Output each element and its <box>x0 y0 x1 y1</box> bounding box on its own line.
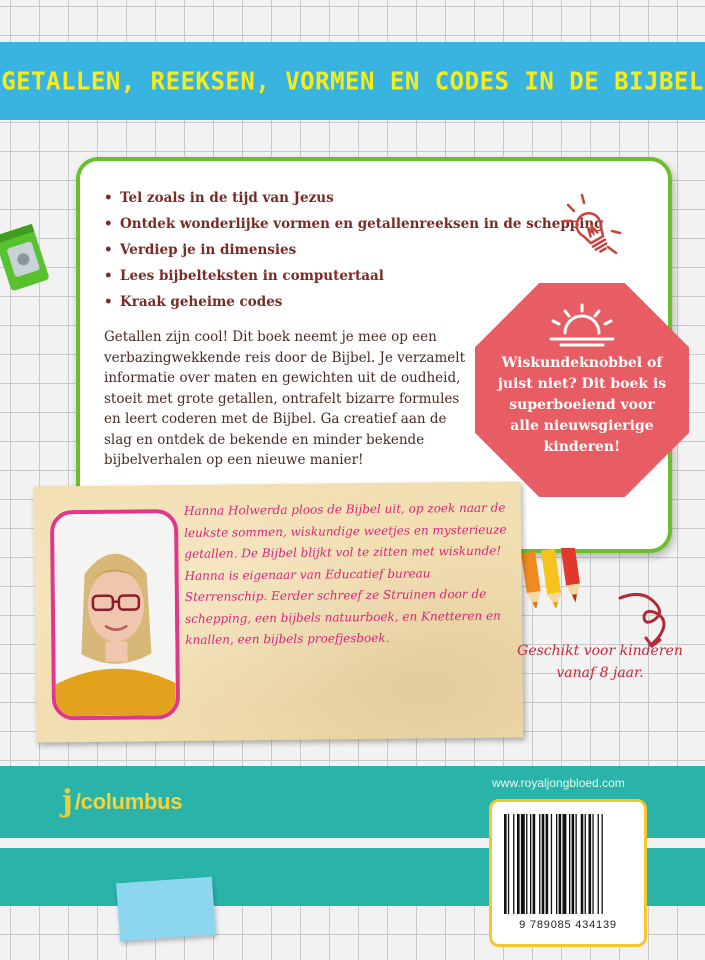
barcode-bar <box>526 814 527 914</box>
barcode-bar <box>508 814 509 914</box>
barcode-bar <box>530 814 531 914</box>
lightbulb-icon <box>560 191 624 263</box>
book-title: GETALLEN, REEKSEN, VORMEN EN CODES IN DE BIJBEL <box>1 66 704 96</box>
barcode-box <box>489 799 647 947</box>
barcode-bar <box>572 814 575 914</box>
barcode-bar <box>533 814 536 914</box>
barcode <box>504 814 632 914</box>
barcode-bar <box>542 814 545 914</box>
barcode-bar <box>551 814 552 914</box>
barcode-bar <box>581 814 584 914</box>
barcode-bar <box>517 814 520 914</box>
feature-item: • Verdiep je in dimensies <box>104 237 604 263</box>
barcode-bar <box>589 814 592 914</box>
author-portrait <box>54 513 176 716</box>
barcode-bar <box>563 814 567 914</box>
publisher-logo <box>62 784 183 819</box>
barcode-bar <box>559 814 562 914</box>
intro-paragraph: Getallen zijn cool! Dit boek neemt je mee op een verbazingwekkende reis door de Bijbel. Je verzamelt informatie over maten en gewichten uit de oudheid, stoeit met grote getallen, ontrafelt bizarre formules en leert coderen met de Bijbel. Ga creatief aan de slag en ontdek de bekende en minder bekende bijbelverhalen op een nieuwe manier! <box>104 329 465 468</box>
barcode-bar <box>556 814 557 914</box>
logo-text: /columbus <box>74 789 183 814</box>
author-card <box>34 481 524 742</box>
author-photo <box>50 509 180 720</box>
logo-mark: j <box>62 784 73 819</box>
sharpener-illustration <box>0 218 52 298</box>
barcode-bar <box>598 814 599 914</box>
barcode-bar <box>539 814 540 914</box>
barcode-bar <box>546 814 549 914</box>
barcode-bar <box>504 814 507 914</box>
feature-item: • Kraak geheime codes <box>104 289 604 315</box>
feature-item: • Tel zoals in de tijd van Jezus <box>104 185 604 211</box>
barcode-bar <box>521 814 525 914</box>
barcode-bar <box>585 814 586 914</box>
barcode-bar <box>602 814 603 914</box>
barcode-bar <box>576 814 577 914</box>
author-bio: Hanna Holwerda ploos de Bijbel uit, op zoek naar de leukste sommen, wiskundige weetjes en mysterieuze getallen. De Bijbel blijkt vol te zitten met wiskunde! Hanna is eigenaar van Educatief bureau Sterrenschip. Eerder schreef ze Struinen door de schepping, een bijbels natuurboek, en Knetteren en knallen, een bijbels proefjesboek. <box>183 500 507 647</box>
barcode-bar <box>513 814 514 914</box>
callout-text: Wiskundeknobbel of juist niet? Dit boek is superboeiend voor alle nieuwsgierige kinderen! <box>497 355 667 455</box>
barcode-bar <box>569 814 570 914</box>
top-band <box>0 42 705 120</box>
sunrise-icon <box>545 303 619 347</box>
isbn-number: 9 789085 434139 <box>519 919 617 931</box>
pencils-illustration <box>515 548 610 608</box>
eraser-illustration <box>116 877 216 942</box>
callout-octagon <box>475 283 689 497</box>
feature-item: • Ontdek wonderlijke vormen en getallenreeksen in de schepping <box>104 211 604 237</box>
feature-item: • Lees bijbelteksten in computertaal <box>104 263 604 289</box>
publisher-website: www.royaljongbloed.com <box>492 776 625 790</box>
barcode-bar <box>592 814 593 914</box>
age-note: Geschikt voor kinderen vanaf 8 jaar. <box>517 643 683 681</box>
